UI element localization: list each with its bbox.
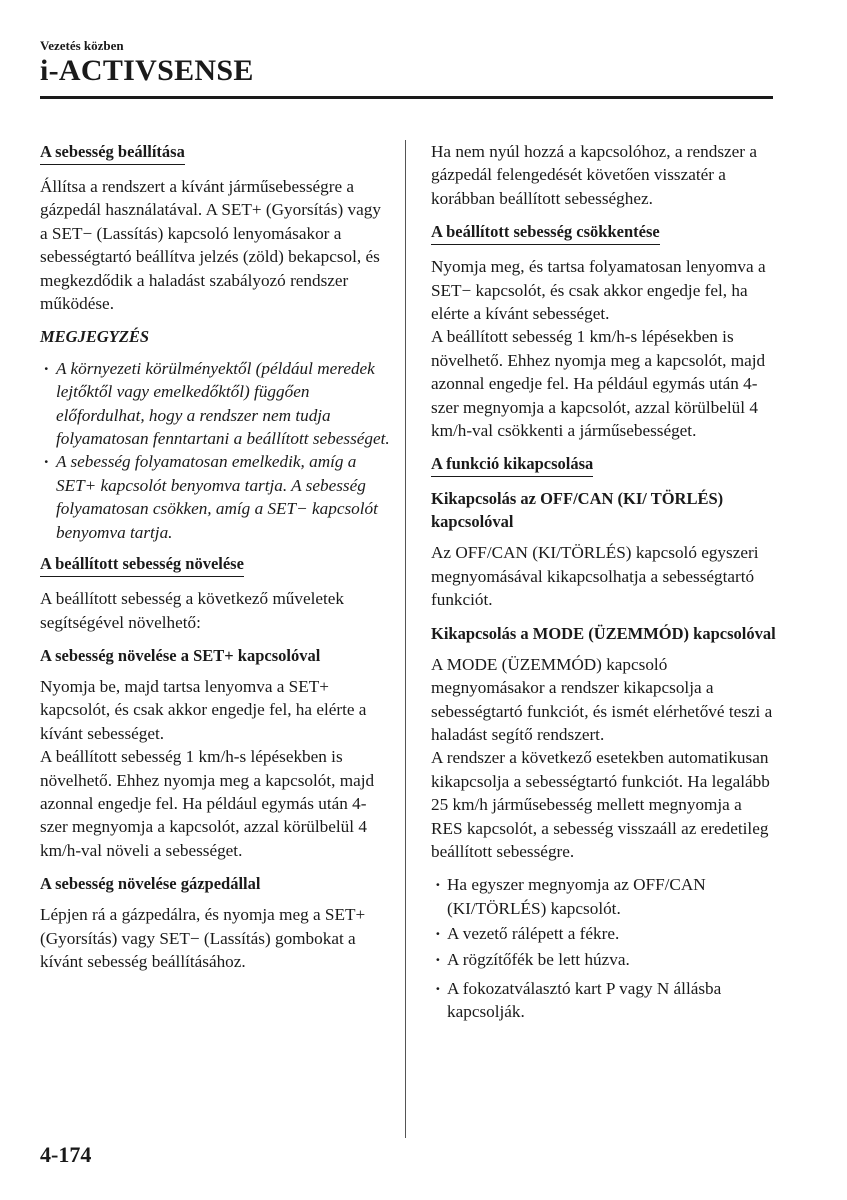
column-divider bbox=[405, 140, 406, 1138]
note-item: · A környezeti körülményektől (például meredek lejtőktől vagy emelkedőktől) függően előfordulhat, hogy a rendszer nem tudja folyamatosan fenntartani a beállított sebességet. bbox=[40, 357, 390, 451]
paragraph-increase-accelerator: Lépjen rá a gázpedálra, és nyomja meg a SET+ (Gyorsítás) vagy SET− (Lassítás) gombokat a kívánt sebesség beállításához. bbox=[40, 905, 366, 971]
right-column bbox=[431, 140, 776, 1030]
section-heading-decrease-speed: A beállított sebesség csökkentése bbox=[431, 221, 660, 245]
list-item: · A fokozatválasztó kart P vagy N állásba kapcsolják. bbox=[431, 977, 776, 1024]
paragraph-return-speed: Ha nem nyúl hozzá a kapcsolóhoz, a rendszer a gázpedál felengedését követően visszatér a korábban beállított sebességhez. bbox=[431, 142, 757, 208]
note-title: MEGJEGYZÉS bbox=[40, 327, 150, 347]
paragraph-auto-cancel: A rendszer a következő esetekben automatikusan kikapcsolja a sebességtartó funkciót. Ha legalább 25 km/h járműsebesség mellett megnyomja a RES kapcsolót, a sebesség visszaáll az eredetileg beállított sebességre. bbox=[431, 748, 770, 861]
running-head: Vezetés közben bbox=[40, 38, 124, 53]
subheading-cancel-off-can: Kikapcsolás az OFF/CAN (KI/ TÖRLÉS) kapcsolóval bbox=[431, 489, 724, 532]
list-item: · Ha egyszer megnyomja az OFF/CAN (KI/TÖRLÉS) kapcsolót. bbox=[431, 873, 776, 920]
subheading-increase-accelerator: A sebesség növelése gázpedállal bbox=[40, 874, 261, 894]
paragraph-increase-hold: Nyomja be, majd tartsa lenyomva a SET+ kapcsolót, és csak akkor engedje fel, ha elérte a kívánt sebességet. bbox=[40, 676, 367, 743]
paragraph-decrease-hold: Nyomja meg, és tartsa folyamatosan lenyomva a SET− kapcsolót, és csak akkor engedje fel, ha elérte a kívánt sebességet. bbox=[431, 257, 766, 324]
list-item: · A rögzítőfék be lett húzva. bbox=[431, 948, 776, 971]
auto-cancel-list-last bbox=[431, 977, 776, 1024]
section-heading-speed-setting: A sebesség beállítása bbox=[40, 141, 185, 165]
header-rule bbox=[40, 96, 773, 99]
note-list bbox=[40, 357, 390, 544]
section-heading-cancel-function: A funkció kikapcsolása bbox=[431, 453, 593, 477]
list-item: · A vezető rálépett a fékre. bbox=[431, 922, 776, 945]
paragraph-increase-step: A beállított sebesség 1 km/h-s lépésekben is növelhető. Ehhez nyomja meg a kapcsolót, majd azonnal engedje fel. Ha például egymás után 4-szer megnyomja a kapcsolót, azzal körülbelül 4 km/h-val növeli a sebességet. bbox=[40, 747, 375, 860]
left-column bbox=[40, 140, 390, 983]
note-item: · A sebesség folyamatosan emelkedik, amíg a SET+ kapcsolót benyomva tartja. A sebesség folyamatosan csökken, amíg a SET− kapcsolót benyomva tartja. bbox=[40, 450, 390, 544]
auto-cancel-list bbox=[431, 873, 776, 971]
paragraph-decrease-step: A beállított sebesség 1 km/h-s lépésekben is növelhető. Ehhez nyomja meg a kapcsolót, majd azonnal engedje fel. Ha például egymás után 4-szer megnyomja a kapcsolót, azzal körülbelül 4 km/h-val csökkenti a járműsebességet. bbox=[431, 327, 766, 441]
paragraph-increase-intro: A beállított sebesség a következő műveletek segítségével növelhető: bbox=[40, 589, 345, 632]
page-number: 4-174 bbox=[40, 1142, 92, 1167]
paragraph-cancel-mode: A MODE (ÜZEMMÓD) kapcsoló megnyomásakor a rendszer kikapcsolja a sebességtartó funkciót, és ismét elérhetővé teszi a haladást segítő rendszert. bbox=[431, 654, 773, 744]
paragraph-speed-setting: Állítsa a rendszert a kívánt járműsebességre a gázpedál használatával. A SET+ (Gyorsítás) vagy a SET− (Lassítás) kapcsoló lenyomásakor a sebességtartó beállítva jelzés (zöld) bekapcsol, és megkezdődik a haladást szabályozó rendszer működése. bbox=[40, 177, 381, 314]
paragraph-cancel-off-can: Az OFF/CAN (KI/TÖRLÉS) kapcsoló egyszeri megnyomásával kikapcsolhatja a sebességtartó funkciót. bbox=[431, 543, 759, 610]
subheading-cancel-mode: Kikapcsolás a MODE (ÜZEMMÓD) kapcsolóval bbox=[431, 623, 776, 643]
chapter-title: i-ACTIVSENSE bbox=[40, 54, 254, 87]
subheading-increase-set-plus: A sebesség növelése a SET+ kapcsolóval bbox=[40, 645, 321, 665]
section-heading-increase-speed: A beállított sebesség növelése bbox=[40, 553, 244, 577]
